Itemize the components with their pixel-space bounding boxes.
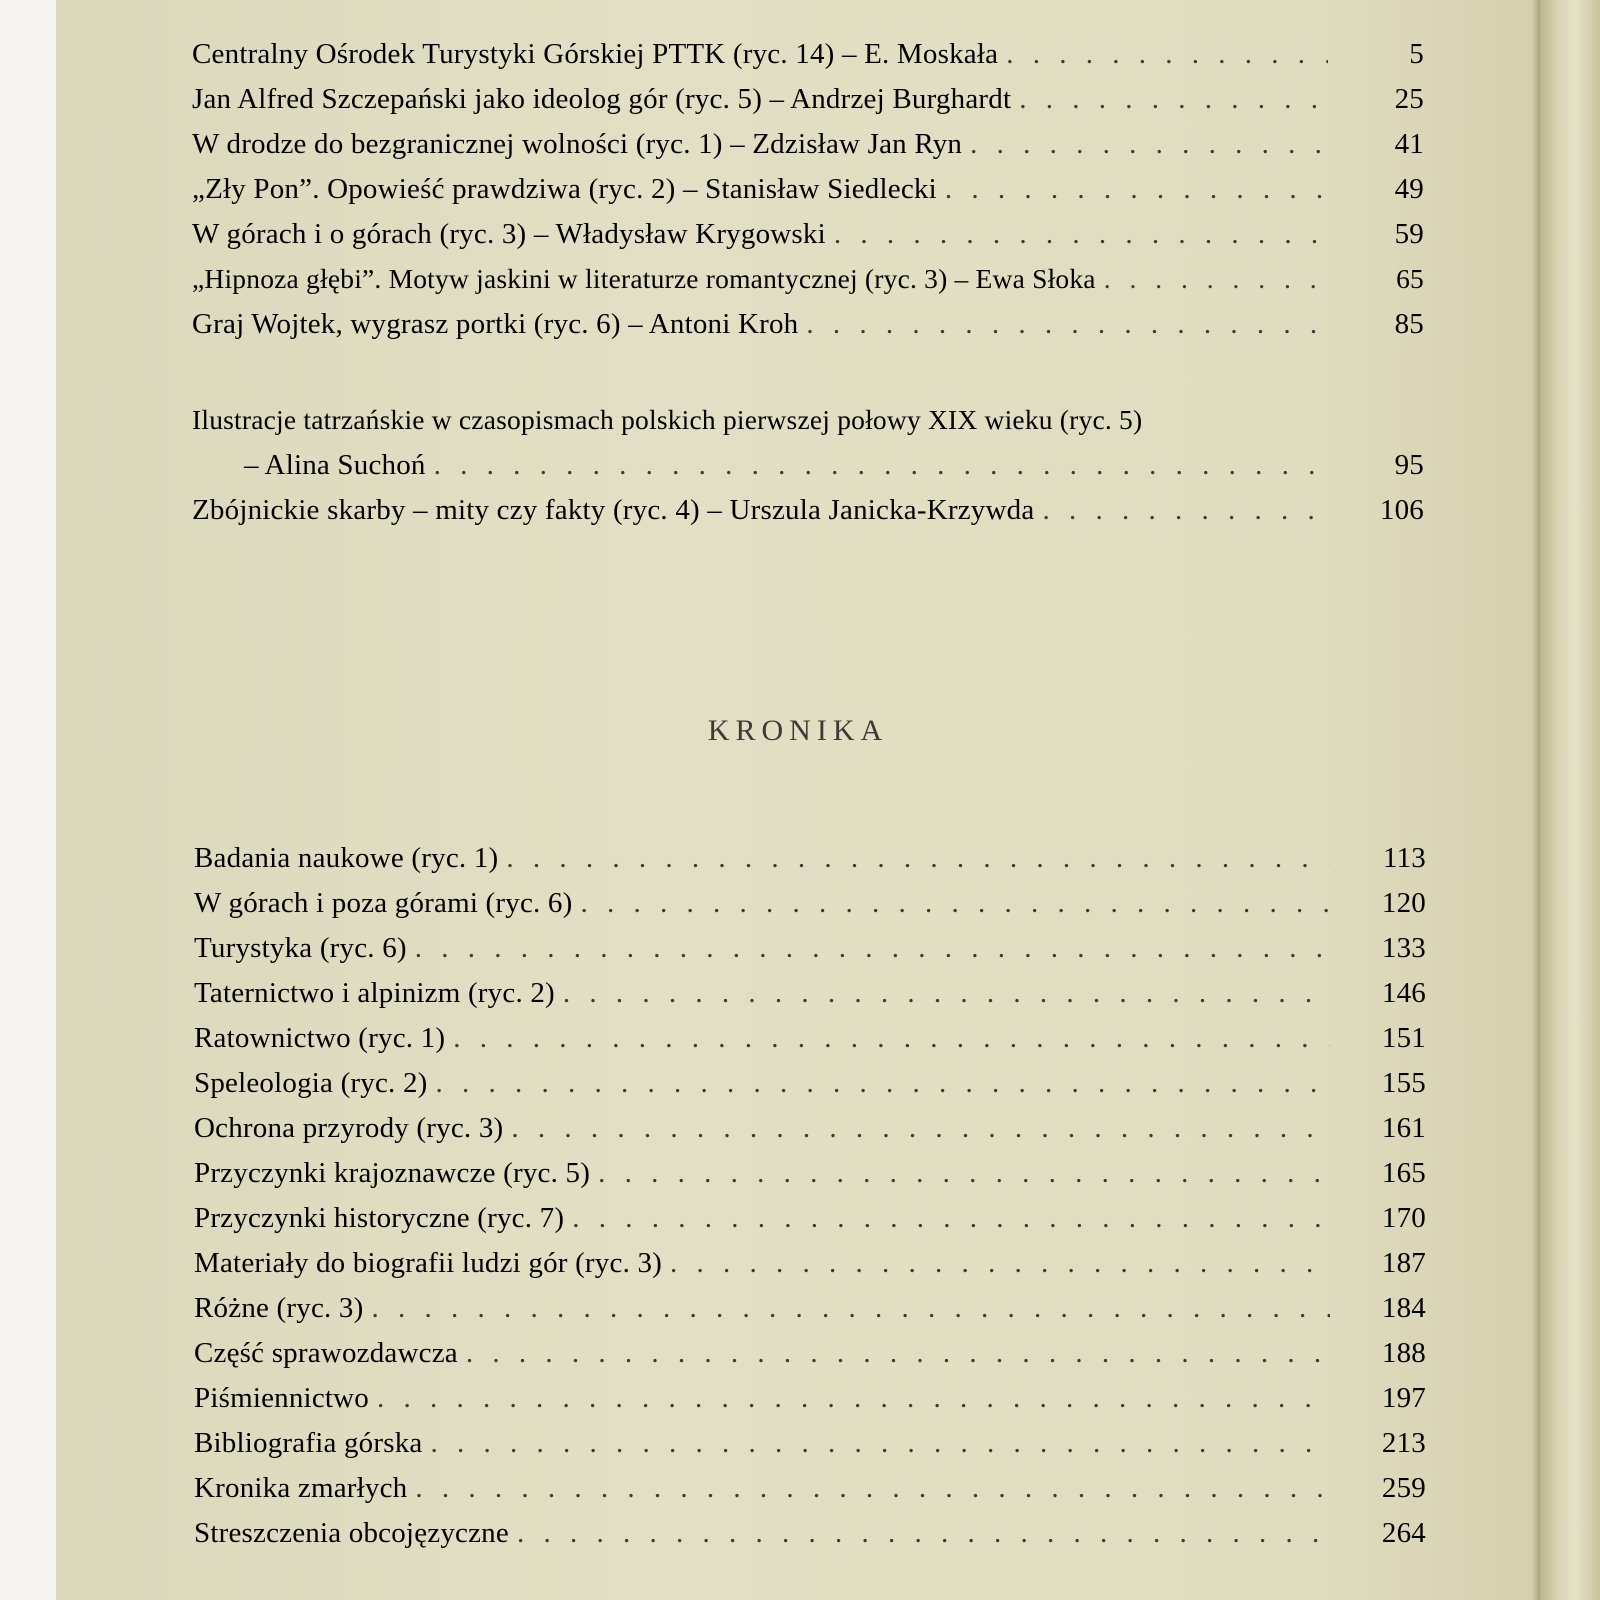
toc-entry-title: Jan Alfred Szczepański jako ideolog gór (ryc. 5) – Andrzej Burghardt	[192, 83, 1012, 115]
toc-entry-page: 65	[1396, 263, 1424, 294]
toc-entry[interactable]	[192, 218, 1424, 263]
leader-dots	[434, 449, 1328, 482]
toc-entry-title: Centralny Ośrodek Turystyki Górskiej PTTK (ryc. 14) – E. Moskała	[192, 38, 999, 70]
toc-entry-title: Speleologia (ryc. 2)	[194, 1067, 428, 1099]
toc-entry[interactable]	[194, 1337, 1426, 1382]
toc-entry-title: Streszczenia obcojęzyczne	[194, 1517, 509, 1549]
toc-entry-author: – Alina Suchoń	[244, 449, 426, 481]
toc-entry-page: 49	[1394, 173, 1424, 205]
toc-entry-page: 213	[1381, 1427, 1426, 1459]
toc-entry-page: 264	[1381, 1517, 1426, 1549]
toc-entry-page: 5	[1409, 38, 1424, 70]
leader-dots	[1104, 263, 1328, 295]
toc-entry-page: 184	[1381, 1292, 1426, 1324]
toc-entry[interactable]	[194, 1247, 1426, 1292]
leader-dots	[466, 1337, 1330, 1370]
leader-dots	[517, 1517, 1330, 1550]
toc-entry[interactable]	[192, 494, 1424, 539]
toc-entry-title: W górach i poza górami (ryc. 6)	[194, 887, 573, 919]
toc-entry-page: 120	[1381, 887, 1426, 919]
leader-dots	[506, 842, 1330, 875]
toc-entry-title: Przyczynki krajoznawcze (ryc. 5)	[194, 1157, 591, 1189]
leader-dots	[670, 1247, 1330, 1280]
toc-entry-page: 197	[1381, 1382, 1426, 1414]
toc-entry-title: Piśmiennictwo	[194, 1382, 369, 1414]
leader-dots	[581, 887, 1331, 920]
leader-dots	[945, 173, 1328, 206]
toc-entry-title: Kronika zmarłych	[194, 1472, 408, 1504]
toc-entry-title: Taternictwo i alpinizm (ryc. 2)	[194, 977, 555, 1009]
leader-dots	[371, 1292, 1330, 1325]
toc-entry[interactable]	[194, 1427, 1426, 1472]
toc-entry-page: 165	[1381, 1157, 1426, 1189]
leader-dots	[431, 1427, 1331, 1460]
toc-entry-title: Graj Wojtek, wygrasz portki (ryc. 6) – Antoni Kroh	[192, 308, 799, 340]
leader-dots	[563, 977, 1330, 1010]
toc-entry-page: 85	[1394, 308, 1424, 340]
toc-entry-title: Ochrona przyrody (ryc. 3)	[194, 1112, 504, 1144]
toc-entry[interactable]	[194, 932, 1426, 977]
leader-dots	[572, 1202, 1330, 1235]
toc-entry-title: „Hipnoza głębi”. Motyw jaskini w literaturze romantycznej (ryc. 3) – Ewa Słoka	[192, 263, 1096, 294]
toc-entry-title: Ilustracje tatrzańskie w czasopismach polskich pierwszej połowy XIX wieku (ryc. 5)	[192, 404, 1143, 435]
toc-entry-page: 25	[1394, 83, 1424, 115]
leader-dots	[453, 1022, 1330, 1055]
toc-entry-page: 59	[1394, 218, 1424, 250]
toc-entry[interactable]	[194, 1112, 1426, 1157]
leader-dots	[806, 308, 1328, 341]
toc-entry[interactable]	[194, 1022, 1426, 1067]
section-heading-kronika: KRONIKA	[707, 714, 889, 747]
toc-entry[interactable]	[192, 173, 1424, 218]
toc-entry-page: 188	[1381, 1337, 1426, 1369]
toc-entry[interactable]	[194, 1292, 1426, 1337]
toc-entry[interactable]	[194, 887, 1426, 932]
toc-entry[interactable]	[192, 128, 1424, 173]
toc-entry[interactable]	[194, 1157, 1426, 1202]
toc-entry-page: 187	[1381, 1247, 1426, 1279]
leader-dots	[598, 1157, 1330, 1190]
toc-entry-page: 41	[1394, 128, 1424, 160]
toc-entry[interactable]	[192, 38, 1424, 83]
toc-entry-title: „Zły Pon”. Opowieść prawdziwa (ryc. 2) – Stanisław Siedlecki	[192, 173, 937, 205]
toc-entry-title: Przyczynki historyczne (ryc. 7)	[194, 1202, 565, 1234]
toc-entry-page: 161	[1381, 1112, 1426, 1144]
toc-entry-title: Turystyka (ryc. 6)	[194, 932, 407, 964]
toc-entry[interactable]	[194, 1472, 1426, 1517]
leader-dots	[415, 932, 1330, 965]
toc-entry-page: 151	[1381, 1022, 1426, 1054]
toc-entry-page: 170	[1381, 1202, 1426, 1234]
toc-entry[interactable]	[192, 83, 1424, 128]
leader-dots	[511, 1112, 1330, 1145]
toc-entry-title: W górach i o górach (ryc. 3) – Władysław Krygowski	[192, 218, 826, 250]
toc-entry[interactable]	[194, 1382, 1426, 1427]
leader-dots	[970, 128, 1328, 161]
toc-entry-page: 155	[1381, 1067, 1426, 1099]
page-left-margin	[0, 0, 56, 1600]
toc-entry[interactable]	[194, 1202, 1426, 1247]
toc-entry[interactable]	[192, 263, 1424, 308]
toc-entry-page: 113	[1382, 842, 1426, 874]
toc-entry[interactable]	[194, 1067, 1426, 1112]
toc-entry-title: Część sprawozdawcza	[194, 1337, 458, 1369]
toc-entry-page: 106	[1379, 494, 1424, 526]
toc-articles-group-1	[192, 38, 1424, 353]
leader-dots	[415, 1472, 1330, 1505]
toc-articles-group-2	[192, 404, 1424, 539]
leader-dots	[1006, 38, 1328, 71]
toc-entry-multiline[interactable]	[192, 404, 1424, 449]
toc-entry-title: Badania naukowe (ryc. 1)	[194, 842, 499, 874]
toc-entry-page: 133	[1381, 932, 1426, 964]
leader-dots	[1042, 494, 1328, 527]
toc-entry-title: Zbójnickie skarby – mity czy fakty (ryc. 4) – Urszula Janicka-Krzywda	[192, 494, 1035, 526]
toc-entry[interactable]	[194, 1517, 1426, 1562]
toc-entry-page: 259	[1381, 1472, 1426, 1504]
toc-entry[interactable]	[194, 842, 1426, 887]
book-spine	[1540, 0, 1600, 1600]
toc-entry-title: Różne (ryc. 3)	[194, 1292, 364, 1324]
toc-entry-title: Materiały do biografii ludzi gór (ryc. 3)	[194, 1247, 663, 1279]
toc-entry[interactable]	[192, 308, 1424, 353]
toc-entry-page: 146	[1381, 977, 1426, 1009]
leader-dots	[834, 218, 1328, 251]
leader-dots	[377, 1382, 1330, 1415]
leader-dots	[1019, 83, 1328, 116]
leader-dots	[436, 1067, 1330, 1100]
toc-entry-continuation[interactable]	[192, 449, 1424, 494]
toc-entry-title: W drodze do bezgranicznej wolności (ryc. 1) – Zdzisław Jan Ryn	[192, 128, 963, 160]
toc-kronika	[194, 842, 1426, 1562]
toc-entry-title: Ratownictwo (ryc. 1)	[194, 1022, 446, 1054]
toc-entry[interactable]	[194, 977, 1426, 1022]
toc-entry-title: Bibliografia górska	[194, 1427, 423, 1459]
toc-entry-page: 95	[1394, 449, 1424, 481]
